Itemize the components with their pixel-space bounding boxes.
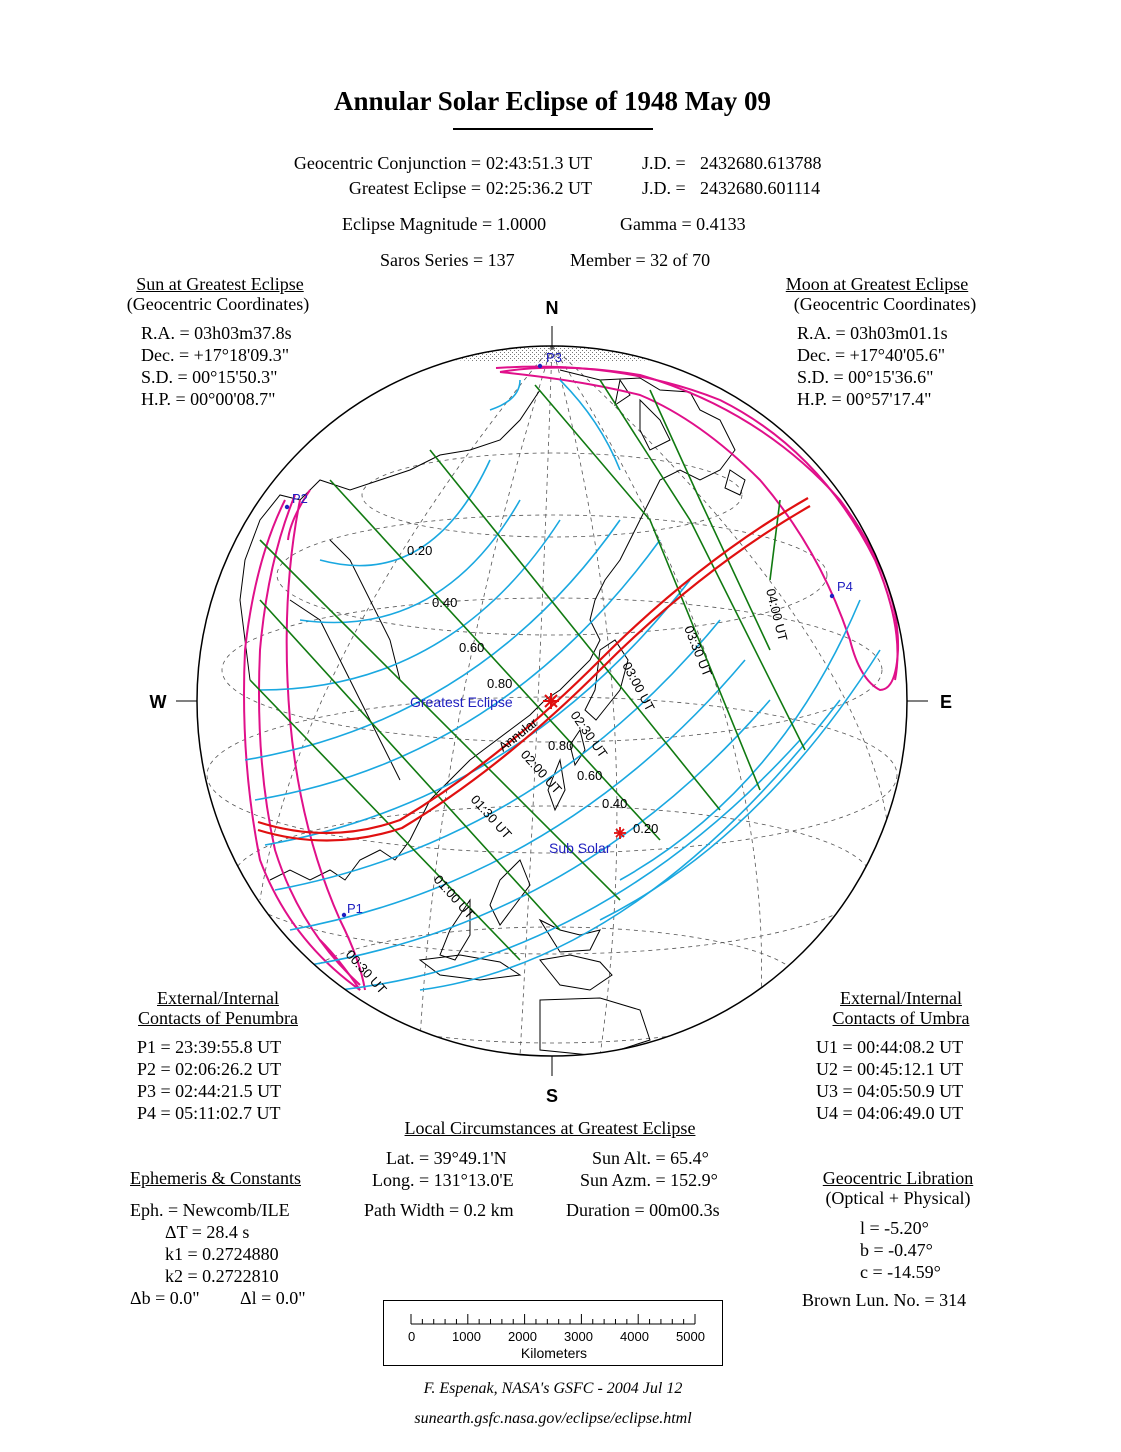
time-label-0130: 01:30 UT <box>467 791 515 842</box>
p2-label: P2 <box>292 491 308 506</box>
sun-sd: S.D. = 00°15'50.3" <box>141 367 278 387</box>
mag-label-080: 0.80 <box>487 676 513 691</box>
moon-ra: R.A. = 03h03m01.1s <box>797 323 948 343</box>
brown-lunation: Brown Lun. No. = 314 <box>802 1290 967 1310</box>
scale-label-3000: 3000 <box>564 1329 593 1344</box>
local-path-width: Path Width = 0.2 km <box>364 1200 514 1220</box>
p4-dot <box>830 594 834 598</box>
local-heading: Local Circumstances at Greatest Eclipse <box>404 1118 696 1138</box>
magnitude-curves <box>245 380 880 990</box>
ephemeris-k1: k1 = 0.2724880 <box>165 1244 279 1264</box>
eclipse-magnitude: Eclipse Magnitude = 1.0000 <box>342 214 547 234</box>
penumbra-heading-2: Contacts of Penumbra <box>138 1008 298 1028</box>
time-label-0400: 04:00 UT <box>763 587 791 643</box>
compass-west: W <box>149 692 167 712</box>
scale-label-4000: 4000 <box>620 1329 649 1344</box>
penumbra-p1: P1 = 23:39:55.8 UT <box>137 1037 282 1057</box>
umbra-heading-1: External/Internal <box>840 988 962 1008</box>
local-duration: Duration = 00m00.3s <box>566 1200 720 1220</box>
ephemeris-dl: Δl = 0.0" <box>240 1288 306 1308</box>
libration-subheading: (Optical + Physical) <box>825 1188 971 1208</box>
scale-bar <box>383 1300 723 1366</box>
local-sun-azm: Sun Azm. = 152.9° <box>580 1170 718 1190</box>
time-label-0100: 01:00 UT <box>430 871 478 922</box>
ephemeris-eph: Eph. = Newcomb/ILE <box>130 1200 290 1220</box>
mag-label-020: 0.20 <box>407 543 433 558</box>
scale-label-2000: 2000 <box>508 1329 537 1344</box>
penumbra-p2: P2 = 02:06:26.2 UT <box>137 1059 282 1079</box>
umbra-u1: U1 = 00:44:08.2 UT <box>816 1037 964 1057</box>
ephemeris-dt: ΔT = 28.4 s <box>165 1222 250 1242</box>
libration-b: b = -0.47° <box>860 1240 933 1260</box>
local-sun-alt: Sun Alt. = 65.4° <box>592 1148 709 1168</box>
coastlines <box>240 370 745 1056</box>
sun-dec: Dec. = +17°18'09.3" <box>141 345 290 365</box>
p4-label: P4 <box>837 579 853 594</box>
moon-heading: Moon at Greatest Eclipse <box>785 274 969 294</box>
compass-south: S <box>545 1086 559 1106</box>
local-long: Long. = 131°13.0'E <box>372 1170 514 1190</box>
scale-label-1000: 1000 <box>452 1329 481 1344</box>
sub-solar-label: Sub Solar <box>549 840 611 856</box>
ephemeris-db: Δb = 0.0" <box>130 1288 200 1308</box>
penumbra-heading-1: External/Internal <box>157 988 279 1008</box>
mag-label-060b: 0.60 <box>577 768 603 783</box>
libration-c: c = -14.59° <box>860 1262 941 1282</box>
p3-dot <box>538 364 542 368</box>
local-lat: Lat. = 39°49.1'N <box>386 1148 507 1168</box>
greatest-eclipse-marker <box>543 693 559 709</box>
libration-heading: Geocentric Libration <box>822 1168 974 1188</box>
moon-sd: S.D. = 00°15'36.6" <box>797 367 934 387</box>
umbra-u2: U2 = 00:45:12.1 UT <box>816 1059 964 1079</box>
ephemeris-k2: k2 = 0.2722810 <box>165 1266 279 1286</box>
compass-east: E <box>939 692 953 712</box>
mag-label-020b: 0.20 <box>633 821 659 836</box>
compass-north: N <box>545 298 559 318</box>
conjunction-jd-label: J.D. = <box>642 153 686 173</box>
scale-unit: Kilometers <box>520 1345 588 1361</box>
p3-label: P3 <box>546 350 562 365</box>
time-label-0330: 03:30 UT <box>681 623 716 679</box>
moon-dec: Dec. = +17°40'05.6" <box>797 345 946 365</box>
p1-dot <box>342 913 346 917</box>
libration-l: l = -5.20° <box>860 1218 929 1238</box>
penumbra-p4: P4 = 05:11:02.7 UT <box>137 1103 281 1123</box>
umbra-heading-2: Contacts of Umbra <box>832 1008 970 1028</box>
mag-label-060: 0.60 <box>459 640 485 655</box>
umbra-u3: U3 = 04:05:50.9 UT <box>816 1081 964 1101</box>
moon-hp: H.P. = 00°57'17.4" <box>797 389 932 409</box>
time-label-0300: 03:00 UT <box>619 659 658 714</box>
ephemeris-heading: Ephemeris & Constants <box>130 1168 301 1188</box>
footer-credit: F. Espenak, NASA's GSFC - 2004 Jul 12 <box>423 1380 683 1397</box>
page-title: Annular Solar Eclipse of 1948 May 09 <box>333 86 772 116</box>
conjunction-time: 02:43:51.3 UT <box>486 153 592 173</box>
time-label-0230: 02:30 UT <box>567 708 611 761</box>
sub-solar-marker <box>614 827 626 839</box>
gamma: Gamma = 0.4133 <box>620 214 746 234</box>
sun-hp: H.P. = 00°00'08.7" <box>141 389 276 409</box>
p1-label: P1 <box>347 901 363 916</box>
greatest-label: Greatest Eclipse = <box>348 178 481 198</box>
time-label-0030: 00:30 UT <box>342 946 390 997</box>
saros-series: Saros Series = 137 <box>380 250 515 270</box>
footer-url[interactable]: sunearth.gsfc.nasa.gov/eclipse/eclipse.html <box>414 1410 692 1427</box>
mag-label-040b: 0.40 <box>602 796 628 811</box>
penumbra-p3: P3 = 02:44:21.5 UT <box>137 1081 282 1101</box>
greatest-jd: 2432680.601114 <box>700 178 821 198</box>
annular-label: Annular <box>495 714 541 755</box>
sun-heading: Sun at Greatest Eclipse <box>136 274 304 294</box>
moon-subheading: (Geocentric Coordinates) <box>793 294 977 314</box>
p2-dot <box>285 505 289 509</box>
greatest-eclipse-label: Greatest Eclipse <box>410 694 513 710</box>
conjunction-label: Geocentric Conjunction = <box>293 153 481 173</box>
scale-label-5000: 5000 <box>676 1329 705 1344</box>
umbra-u4: U4 = 04:06:49.0 UT <box>816 1103 964 1123</box>
sun-ra: R.A. = 03h03m37.8s <box>141 323 292 343</box>
contact-markers <box>285 364 834 917</box>
saros-member: Member = 32 of 70 <box>570 250 711 270</box>
sun-subheading: (Geocentric Coordinates) <box>126 294 310 314</box>
time-label-0200: 02:00 UT <box>517 746 565 797</box>
greatest-jd-label: J.D. = <box>642 178 686 198</box>
conjunction-jd: 2432680.613788 <box>700 153 822 173</box>
scale-label-0: 0 <box>408 1329 416 1344</box>
mag-label-080b: 0.80 <box>548 738 574 753</box>
greatest-time: 02:25:36.2 UT <box>486 178 592 198</box>
mag-label-040: 0.40 <box>432 595 458 610</box>
